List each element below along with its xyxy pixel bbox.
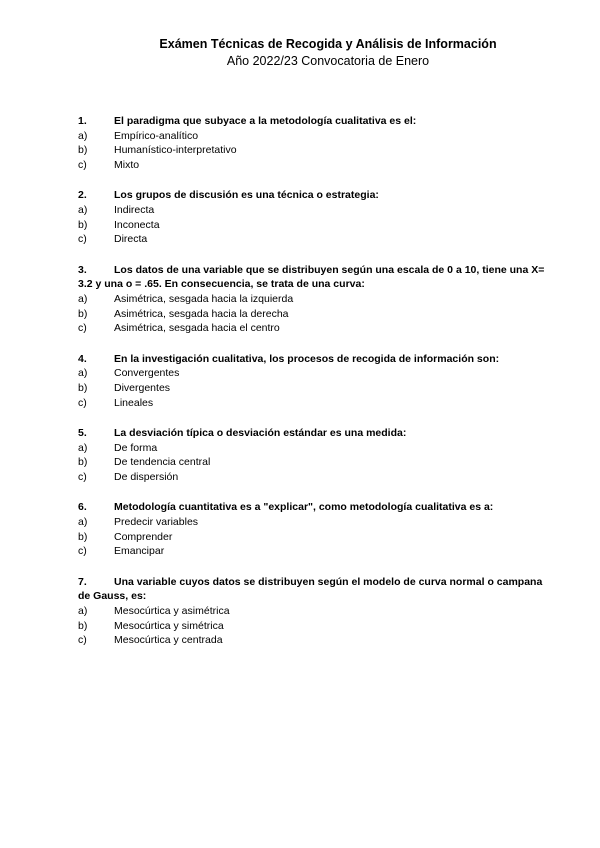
question-text (78, 114, 548, 129)
answer-option (0, 203, 548, 218)
answer-option (0, 143, 548, 158)
option-text: Mesocúrtica y simétrica (114, 619, 224, 632)
option-letter: a) (78, 129, 88, 142)
option-text: Humanístico-interpretativo (114, 144, 237, 157)
option-letter: a) (78, 292, 88, 305)
option-text: Mesocúrtica y centrada (114, 634, 223, 647)
option-text: Convergentes (114, 367, 180, 380)
question-4 (78, 352, 548, 410)
question-number: 1. (78, 115, 87, 127)
option-letter: c) (78, 322, 87, 335)
option-letter: b) (78, 456, 88, 469)
option-letter: c) (78, 634, 87, 647)
answer-option (0, 129, 548, 144)
option-text: Comprender (114, 530, 173, 543)
option-text: Emancipar (114, 545, 165, 558)
option-text: Mixto (114, 158, 140, 171)
question-7 (78, 575, 548, 648)
option-letter: c) (78, 396, 87, 409)
question-5 (78, 426, 548, 484)
answer-option (0, 321, 548, 336)
option-letter: c) (78, 158, 87, 171)
answer-option (0, 218, 548, 233)
question-1 (78, 114, 548, 172)
option-letter: c) (78, 233, 87, 246)
question-label: La desviación típica o desviación estándar es una medida: (114, 427, 407, 440)
question-list (78, 114, 548, 664)
option-letter: b) (78, 530, 88, 543)
option-text: Lineales (114, 396, 154, 409)
question-number: 7. (78, 575, 87, 588)
option-text: Mesocúrtica y asimétrica (114, 605, 230, 618)
question-label: Los grupos de discusión es una técnica o estrategia: (114, 189, 379, 202)
option-text: De tendencia central (114, 456, 211, 469)
question-number: 6. (78, 501, 87, 514)
exam-title: Exámen Técnicas de Recogida y Análisis de Información (159, 37, 497, 51)
exam-subtitle: Año 2022/23 Convocatoria de Enero (226, 54, 430, 68)
option-letter: c) (78, 545, 87, 558)
question-label: Los datos de una variable que se distribuyen según una escala de 0 a 10, tiene una X= 3.2 y una o = .65. En consecuencia, se trata de una curva: (78, 263, 545, 291)
question-2 (78, 188, 548, 246)
answer-option (0, 307, 548, 322)
question-text (78, 575, 548, 604)
answer-option (0, 158, 548, 173)
answer-option (0, 633, 548, 648)
option-text: Directa (114, 233, 148, 246)
option-text: Divergentes (114, 381, 171, 394)
question-label: En la investigación cualitativa, los procesos de recogida de información son: (114, 352, 500, 365)
question-text (78, 263, 548, 292)
question-label: El paradigma que subyace a la metodología cualitativa es el: (114, 115, 417, 127)
answer-option (0, 530, 548, 545)
option-letter: b) (78, 218, 88, 231)
question-number: 3. (78, 263, 87, 276)
option-text: Asimétrica, sesgada hacia la izquierda (114, 292, 294, 305)
question-text (78, 188, 548, 203)
option-letter: a) (78, 441, 88, 454)
answer-option (0, 544, 548, 559)
question-number: 2. (78, 189, 87, 202)
option-letter: b) (78, 307, 88, 320)
question-text (78, 352, 548, 367)
answer-option (0, 396, 548, 411)
option-text: Asimétrica, sesgada hacia el centro (114, 322, 280, 335)
option-text: Predecir variables (114, 516, 199, 529)
option-text: Empírico-analítico (114, 129, 199, 142)
answer-option (0, 381, 548, 396)
option-text: Asimétrica, sesgada hacia la derecha (114, 307, 289, 320)
option-letter: c) (78, 470, 87, 483)
option-text: De forma (114, 441, 158, 454)
option-letter: b) (78, 144, 88, 157)
option-text: Indirecta (114, 203, 155, 216)
option-letter: a) (78, 516, 88, 529)
option-letter: a) (78, 367, 88, 380)
answer-option (0, 604, 548, 619)
option-letter: a) (78, 203, 88, 216)
question-3 (78, 263, 548, 336)
option-text: De dispersión (114, 470, 179, 483)
answer-option (0, 366, 548, 381)
option-letter: b) (78, 381, 88, 394)
answer-option (0, 470, 548, 485)
option-text: Inconecta (114, 218, 160, 231)
question-number: 5. (78, 427, 87, 440)
answer-option (0, 619, 548, 634)
question-text (78, 426, 548, 441)
question-label: Metodología cuantitativa es a "explicar", como metodología cualitativa es a: (114, 501, 494, 514)
option-letter: b) (78, 619, 88, 632)
answer-option (0, 441, 548, 456)
question-label: Una variable cuyos datos se distribuyen según el modelo de curva normal o campana de Gauss, es: (78, 575, 543, 603)
question-text (78, 500, 548, 515)
option-letter: a) (78, 605, 88, 618)
question-6 (78, 500, 548, 558)
answer-option (0, 455, 548, 470)
question-number: 4. (78, 352, 87, 365)
answer-option (0, 515, 548, 530)
answer-option (0, 292, 548, 307)
answer-option (0, 232, 548, 247)
